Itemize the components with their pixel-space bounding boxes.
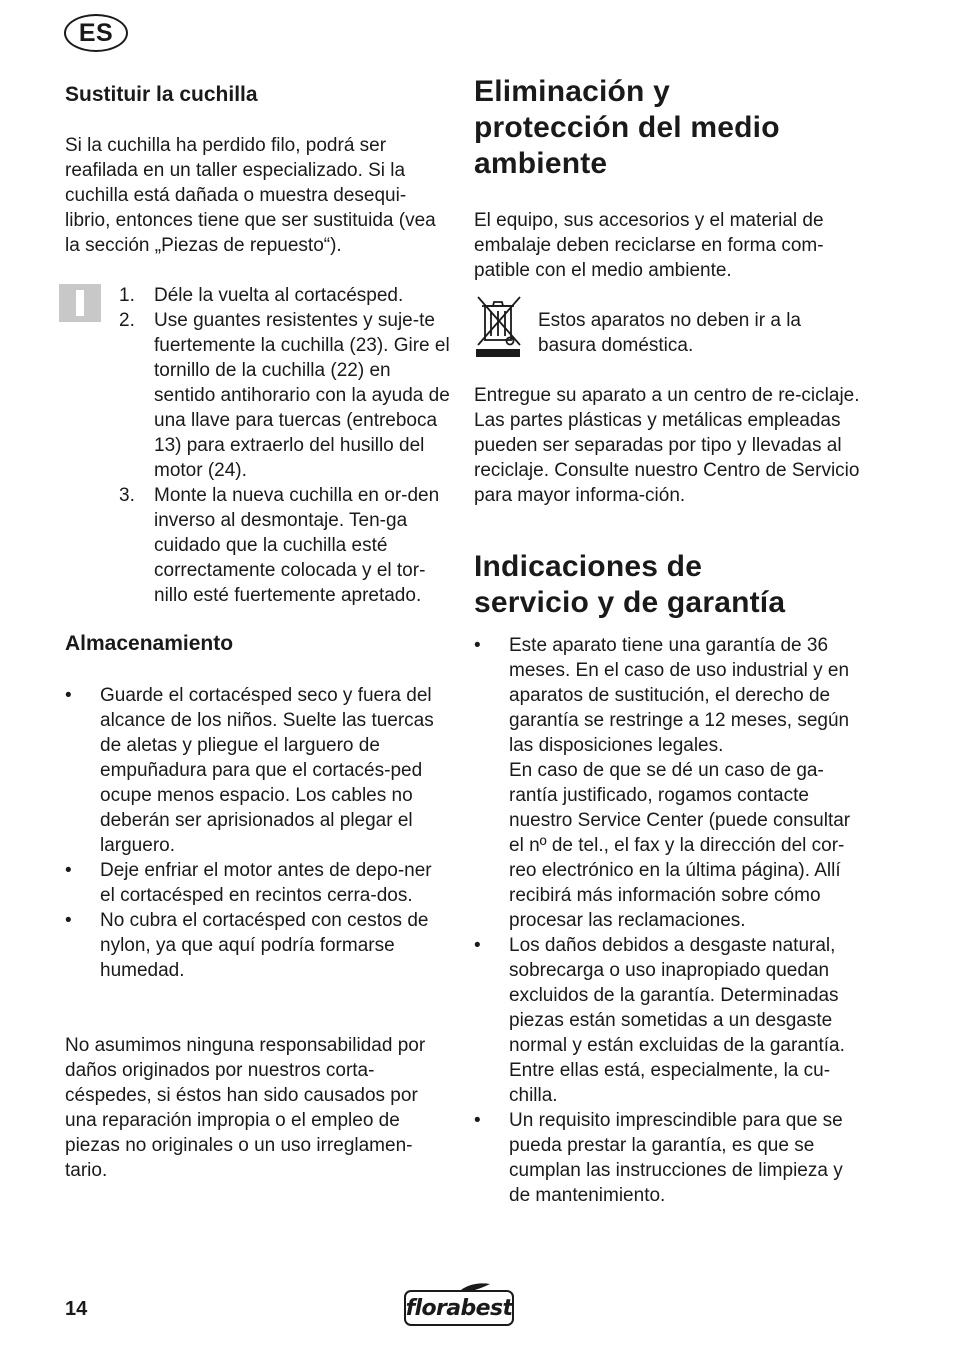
disposal-heading [474, 74, 780, 182]
brand-wordmark: florabest [404, 1290, 514, 1326]
step-number: 3. [119, 485, 135, 506]
warranty-item-text: Un requisito imprescindible para que se pueda prestar la garantía, es que se cumplan las instrucciones de limpieza y de mantenimiento. [509, 1110, 843, 1206]
storage-item-text: Guarde el cortacésped seco y fuera del alcance de los niños. Suelte las tuercas de aletas y pliegue el larguero de empuñadura para que el cortacés-ped ocupe menos espacio. Los cables no deberán ser aprisionados al plegar el larguero. [100, 685, 434, 856]
storage-item-text: Deje enfriar el motor antes de depo-ner el cortacésped en recintos cerra-dos. [100, 860, 432, 906]
blade-steps-list [65, 283, 450, 608]
warranty-item-text: Los daños debidos a desgaste natural, sobrecarga o uso inapropiado quedan excluidos de la garantía. Determinadas piezas están sometidas a un desgaste normal y están excluidas de la garantía. Entre ellas está, especialmente, la cu-chilla. [509, 935, 845, 1106]
storage-item [65, 683, 450, 858]
service-heading [474, 549, 785, 621]
bullet: • [65, 910, 72, 931]
storage-item-text: No cubra el cortacésped con cestos de nylon, ya que aquí podría formarse humedad. [100, 910, 429, 981]
language-badge: ES [64, 14, 128, 52]
warranty-item [474, 933, 864, 1108]
step-number: 1. [119, 285, 135, 306]
bullet: • [65, 685, 72, 706]
page-number: 14 [65, 1298, 88, 1320]
blade-heading: Sustituir la cuchilla [65, 83, 258, 106]
warranty-item-text: Este aparato tiene una garantía de 36 meses. En el caso de uso industrial y en aparatos de sustitución, el derecho de garantía se restringe a 12 meses, según las disposiciones legales. [509, 635, 850, 756]
disposal-heading-line: ambiente [474, 147, 608, 180]
bullet: • [474, 1110, 481, 1131]
instruction-icon [59, 284, 101, 322]
step-item [65, 283, 450, 308]
warranty-item [474, 1108, 864, 1208]
recycle-text: Entregue su aparato a un centro de re-ciclaje. Las partes plásticas y metálicas empleadas pueden ser separadas por tipo y llevadas al reciclaje. Consulte nuestro Centro de Servicio para mayor informa-ción. [474, 385, 860, 506]
step-item [65, 483, 450, 608]
bullet: • [65, 860, 72, 881]
blade-intro: Si la cuchilla ha perdido filo, podrá ser reafilada en un taller especializado. Si la cuchilla está dañada o muestra desequi-librio, entonces tiene que ser sustituida (vea la sección „Piezas de repuesto“). [65, 135, 436, 256]
storage-heading: Almacenamiento [65, 632, 234, 655]
storage-list [65, 683, 450, 983]
warranty-item [474, 633, 864, 933]
service-heading-line: servicio y de garantía [474, 586, 786, 619]
step-text: Déle la vuelta al cortacésped. [154, 285, 404, 306]
bullet: • [474, 635, 481, 656]
storage-item [65, 858, 450, 908]
step-text: Monte la nueva cuchilla en or-den inverso al desmontaje. Ten-ga cuidado que la cuchilla esté correctamente colocada y el tor-nillo esté fuertemente apretado. [154, 485, 440, 606]
storage-item [65, 908, 450, 983]
crossed-out-wheelie-bin-icon [474, 295, 524, 359]
disposal-text: El equipo, sus accesorios y el material de embalaje deben reciclarse en forma com-patible con el medio ambiente. [474, 210, 824, 281]
disposal-heading-line: protección del medio [474, 111, 780, 144]
step-item [65, 308, 450, 483]
weee-note: Estos aparatos no deben ir a la basura doméstica. [538, 310, 802, 356]
liability-text: No asumimos ninguna responsabilidad por daños originados por nuestros corta-céspedes, si éstos han sido causados por una reparación impropia o el empleo de piezas no originales o un uso irreglamen-tario. [65, 1035, 426, 1181]
step-text: Use guantes resistentes y suje-te fuertemente la cuchilla (23). Gire el tornillo de la cuchilla (22) en sentido antihorario con la ayuda de una llave para tuercas (entreboca 13) para extraerlo del husillo del motor (24). [154, 310, 450, 481]
service-heading-line: Indicaciones de [474, 550, 703, 583]
bullet: • [474, 935, 481, 956]
step-number: 2. [119, 310, 135, 331]
warranty-list [474, 633, 864, 1208]
disposal-heading-line: Eliminación y [474, 75, 670, 108]
brand-logo [404, 1282, 518, 1328]
warranty-item-text-2: En caso de que se dé un caso de ga-rantía justificado, rogamos contacte nuestro Service Center (puede consultar el nº de tel., el fax y la dirección del cor-reo electrónico en la última página). Allí recibirá más información sobre cómo procesar las reclamaciones. [509, 760, 851, 931]
